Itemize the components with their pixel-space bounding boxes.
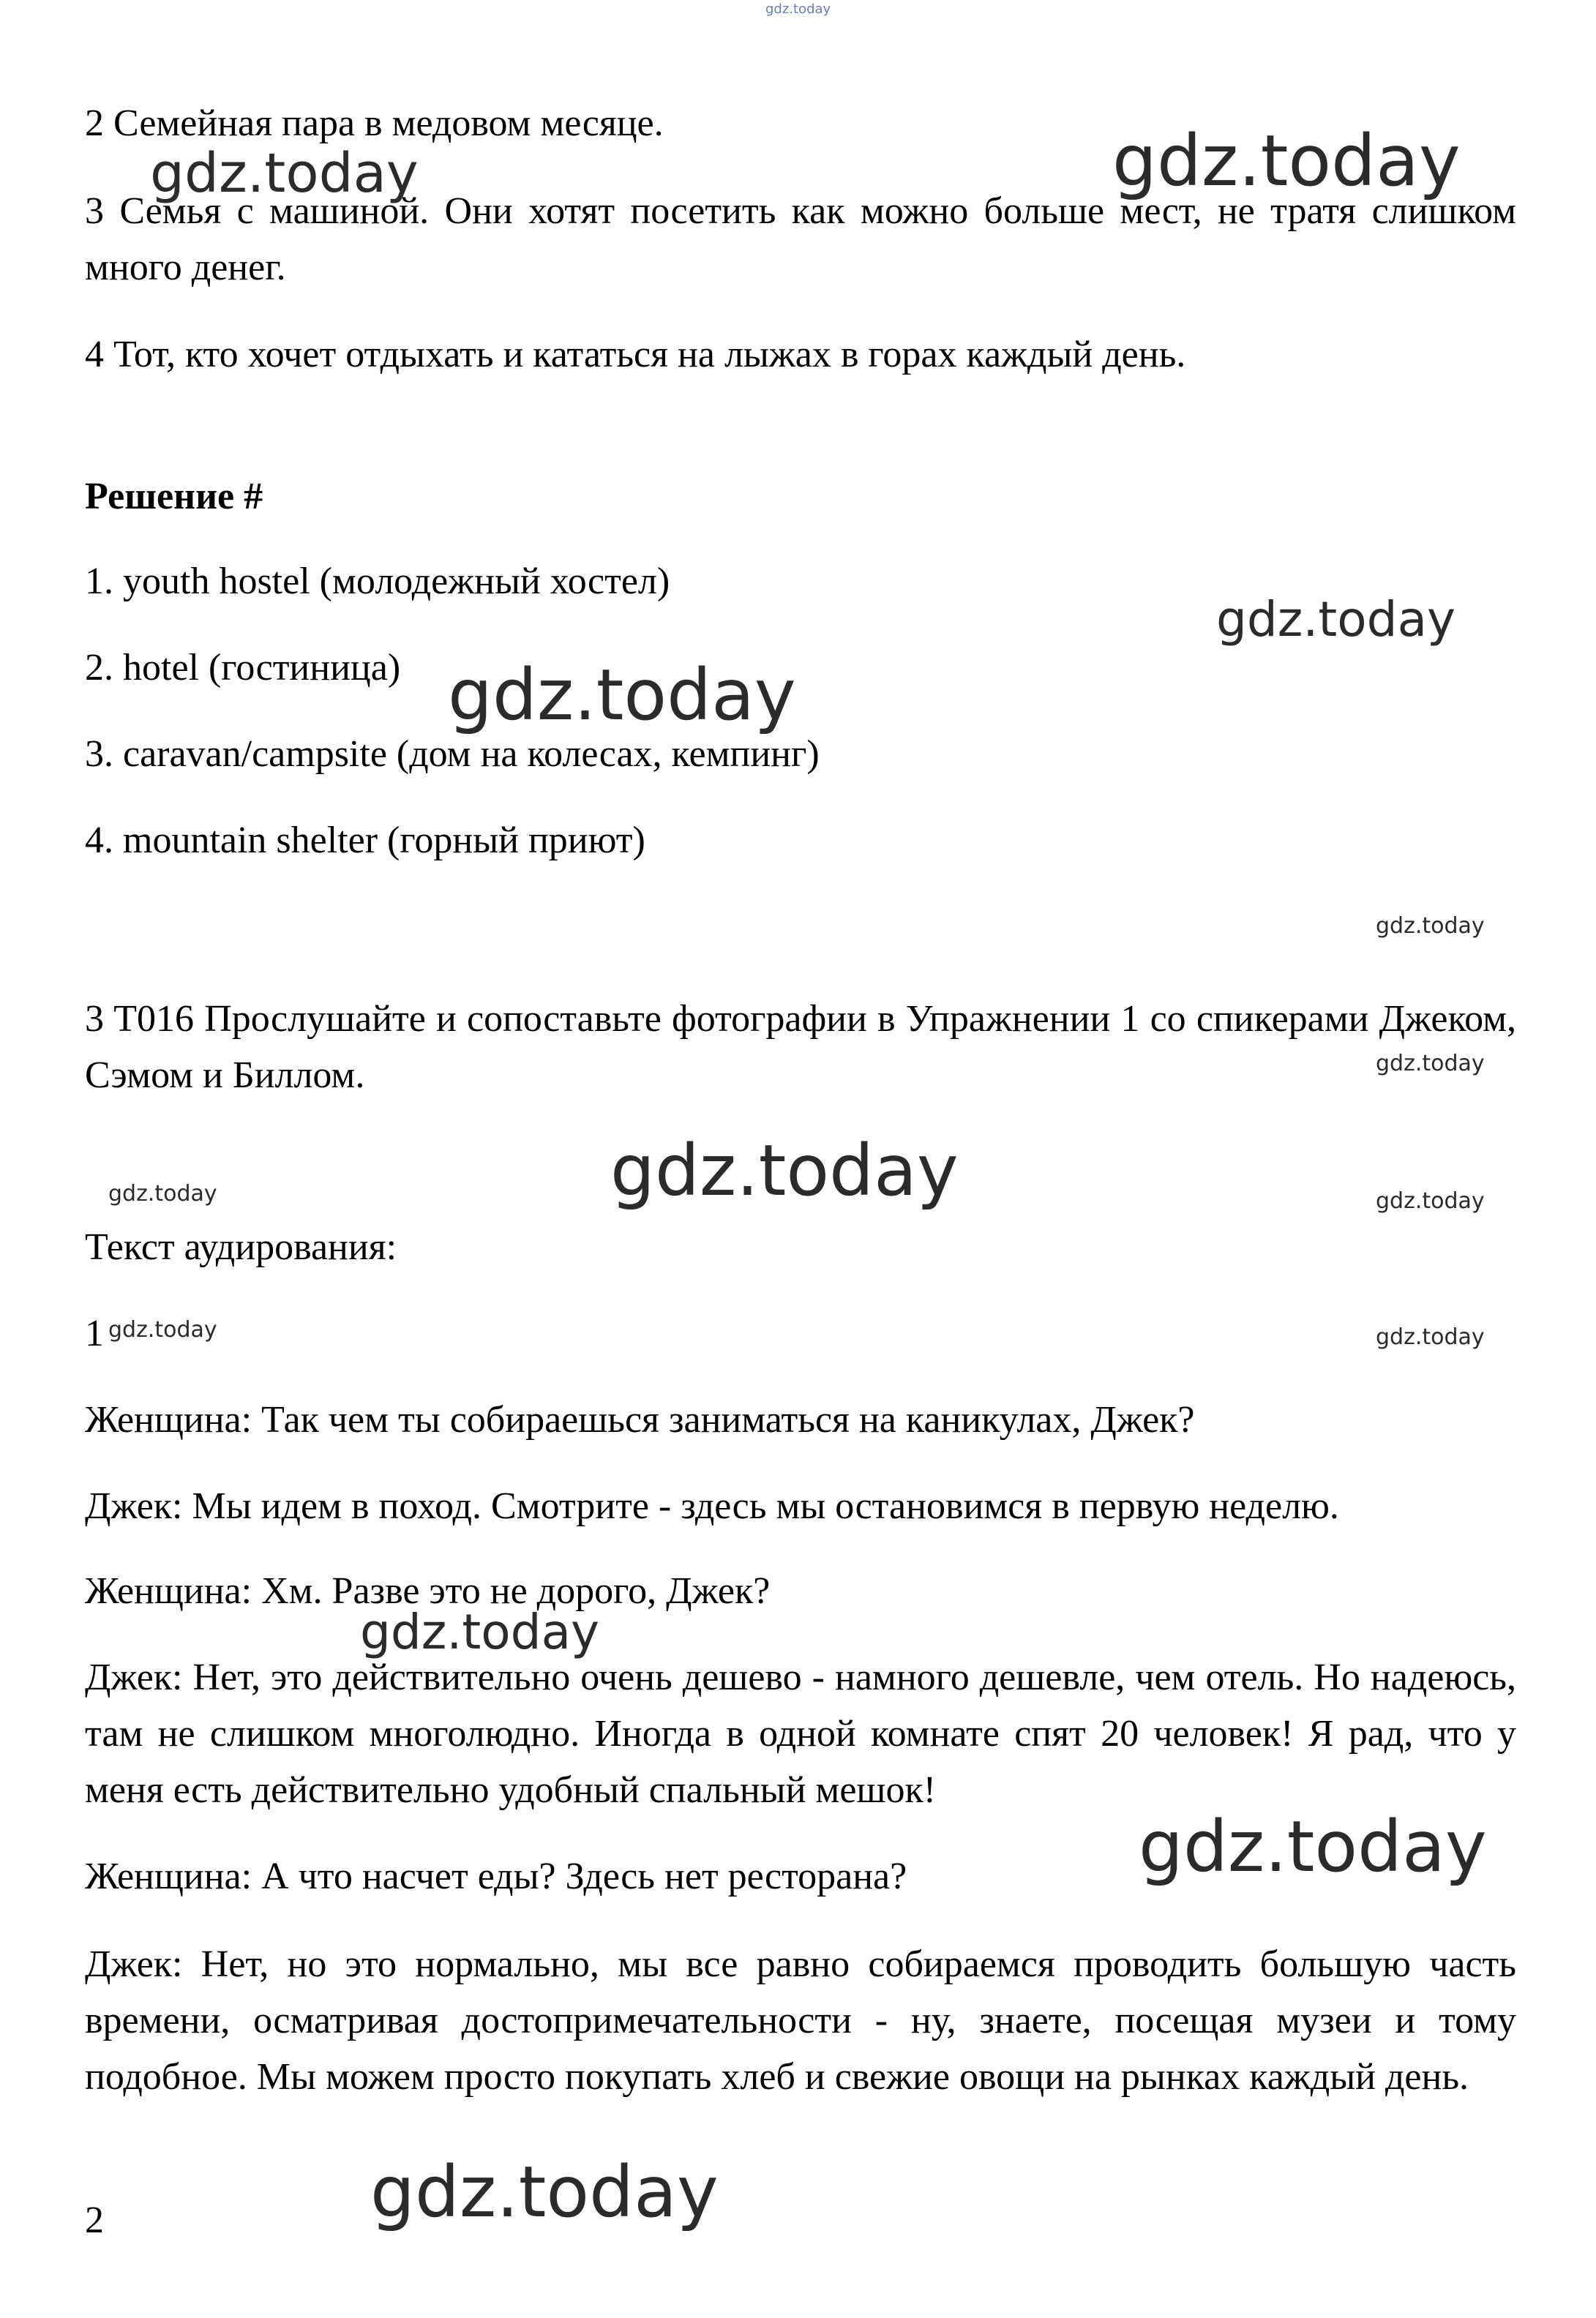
answer-item-3: 3. caravan/campsite (дом на колесах, кемпинг) [85, 733, 820, 775]
watermark: gdz.today [1112, 120, 1461, 202]
transcript-label: Текст аудирования: [85, 1226, 397, 1268]
watermark: gdz.today [1376, 1051, 1485, 1076]
answer-item-1: 1. youth hostel (молодежный хостел) [85, 560, 670, 602]
part-number-1: 1 [85, 1313, 104, 1354]
dialogue-line: Женщина: А что насчет еды? Здесь нет ресторана? [85, 1856, 907, 1897]
dialogue-line: Женщина: Так чем ты собираешься заниматься на каникулах, Джек? [85, 1399, 1195, 1441]
watermark: gdz.today [1139, 1806, 1487, 1888]
dialogue-paragraph: Джек: Нет, но это нормально, мы все равно собираемся проводить большую часть времени, осматривая достопримечательности - ну, знаете, посещая музеи и тому подобное. Мы можем просто покупать хлеб и свежие овощи на рынках каждый день. [85, 1943, 1516, 2098]
top-watermark: gdz.today [765, 1, 831, 17]
part-number-2: 2 [85, 2199, 104, 2241]
watermark: gdz.today [360, 1604, 600, 1660]
dialogue-paragraph: Джек: Нет, это действительно очень дешево - намного дешевле, чем отель. Но надеюсь, там не слишком многолюдно. Иногда в одной комнате спят 20 человек! Я рад, что у меня есть действительно удобный спальный мешок! [85, 1657, 1516, 1811]
task-item-2: 2 Семейная пара в медовом месяце. [85, 102, 664, 144]
task-item-4: 4 Тот, кто хочет отдыхать и кататься на лыжах в горах каждый день. [85, 334, 1186, 375]
watermark: gdz.today [108, 1317, 217, 1343]
watermark: gdz.today [1376, 1324, 1485, 1350]
solution-heading: Решение # [85, 476, 263, 517]
answer-item-4: 4. mountain shelter (горный приют) [85, 819, 645, 861]
exercise-3-instruction: 3 T016 Прослушайте и сопоставьте фотографии в Упражнении 1 со спикерами Джеком, Сэмом и Биллом. [85, 998, 1516, 1096]
watermark: gdz.today [1376, 1188, 1485, 1214]
watermark: gdz.today [150, 142, 419, 205]
watermark: gdz.today [108, 1181, 217, 1207]
watermark: gdz.today [1216, 591, 1456, 648]
watermark: gdz.today [1376, 913, 1485, 939]
dialogue-line: Джек: Мы идем в поход. Смотрите - здесь мы остановимся в первую неделю. [85, 1485, 1339, 1527]
task-item-3: 3 Семья с машиной. Они хотят посетить как можно больше мест, не тратя слишком много денег. [85, 190, 1516, 288]
watermark: gdz.today [370, 2151, 719, 2233]
answer-item-2: 2. hotel (гостиница) [85, 647, 401, 689]
dialogue-line: Женщина: Хм. Разве это не дорого, Джек? [85, 1570, 771, 1612]
watermark: gdz.today [448, 654, 796, 736]
watermark: gdz.today [610, 1130, 959, 1212]
